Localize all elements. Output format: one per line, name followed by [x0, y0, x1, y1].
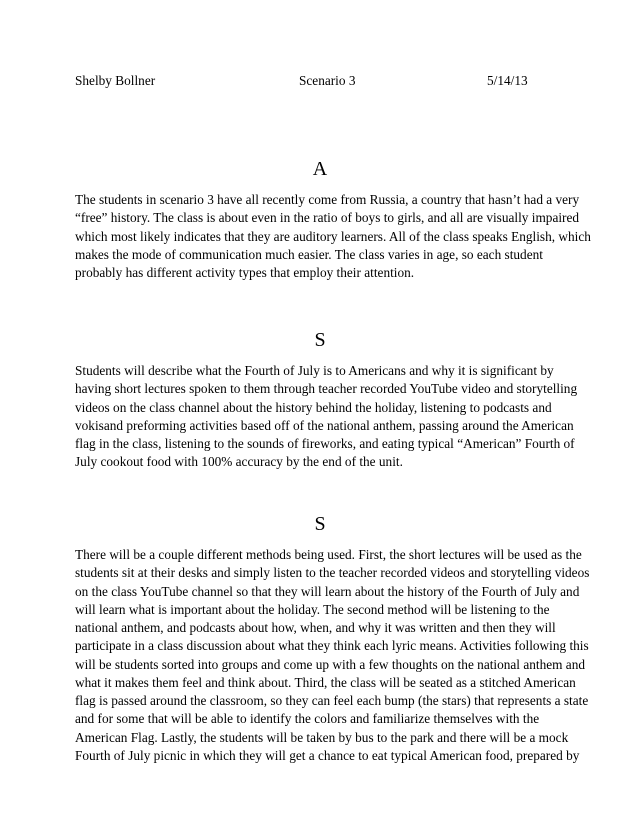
paragraph-line: July cookout food with 100% accuracy by the end of the unit. [75, 454, 403, 470]
paragraph-line: on the class YouTube channel so that they will learn about the history of the Fourth of July and [75, 583, 580, 599]
header-author: Shelby Bollner [75, 73, 156, 88]
paragraph-line: participate in a class discussion about what they think each lyric means. Activities following this [75, 638, 589, 654]
section-heading-a: A [312, 158, 328, 180]
paragraph-line: flag is passed around the classroom, so they can feel each bump (the stars) that represents a state [75, 693, 589, 708]
section-paragraph [75, 546, 590, 765]
header-date: 5/14/13 [487, 73, 528, 88]
paragraph-line: The students in scenario 3 have all recently come from Russia, a country that hasn’t had a very [75, 192, 580, 207]
paragraph-line: and for some that will be able to identify the colors and familiarize themselves with the [75, 711, 540, 727]
paragraph-line: what it makes them feel and think about. Third, the class will be seated as a stitched American [75, 674, 576, 690]
paragraph-line: having short lectures spoken to them through teacher recorded YouTube video and storytelling [75, 381, 578, 397]
paragraph-line: There will be a couple different methods being used. First, the short lectures will be used as the [75, 547, 582, 562]
paragraph-line: national anthem, and podcasts about how, when, and why it was written and then they will [75, 620, 556, 635]
paragraph-line: vokisand preforming activities based off of the national anthem, passing around the American [75, 417, 574, 433]
paragraph-line: American Flag. Lastly, the students will be taken by bus to the park and there will be a mock [75, 729, 569, 745]
paragraph-line: “free” history. The class is about even in the ratio of boys to girls, and all are visually impaired [75, 210, 580, 226]
paragraph-line: students sit at their desks and simply listen to the teacher recorded videos and storytelling videos [75, 565, 590, 581]
paragraph-line: which most likely indicates that they are auditory learners. All of the class speaks English, which [75, 228, 591, 244]
paragraph-line: makes the mode of communication much easier. The class varies in age, so each student [75, 246, 543, 262]
section-heading-s-methods: S [314, 513, 326, 535]
paragraph-line: videos on the class channel about the history behind the holiday, listening to podcasts and [75, 399, 552, 415]
paragraph-line: will learn what is important about the holiday. The second method will be listening to the [75, 601, 550, 617]
page-header [75, 72, 565, 90]
section-heading-s-objective: S [314, 329, 326, 351]
section-paragraph [75, 362, 578, 472]
section-paragraph [75, 191, 591, 282]
paragraph-line: Students will describe what the Fourth of July is to Americans and why it is significant by [75, 363, 554, 378]
paragraph-line: flag in the class, listening to the sounds of fireworks, and eating typical “American” Fourth of [75, 436, 575, 451]
paragraph-line: probably has different activity types that employ their attention. [75, 265, 415, 280]
paragraph-line: Fourth of July picnic in which they will get a chance to eat typical American food, prepared by [75, 747, 580, 763]
header-title: Scenario 3 [299, 73, 356, 88]
paragraph-line: will be students sorted into groups and come up with a few thoughts on the national anthem and [75, 656, 585, 672]
